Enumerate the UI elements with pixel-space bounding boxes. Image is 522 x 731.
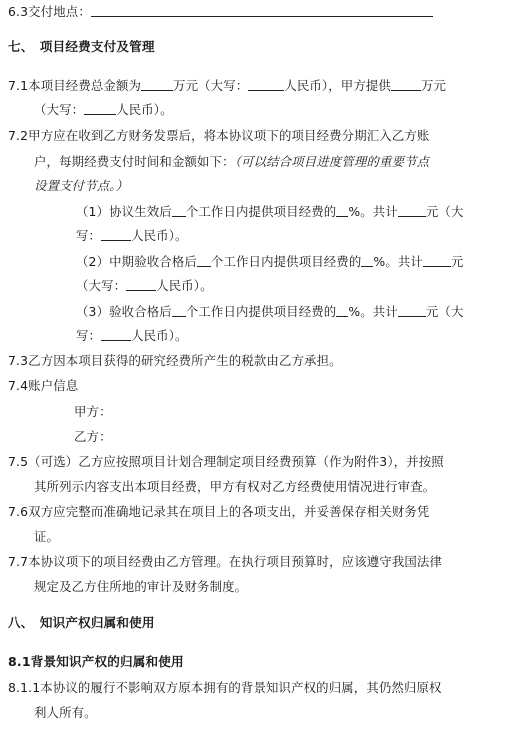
payment-1-text-b: 个工作日内提供项目经费的 <box>185 204 337 219</box>
clause-7-2-text-a: 户，每期经费支付时间和金额如下： <box>34 154 235 169</box>
clause-7-3: 7.3乙方因本项目获得的研究经费所产生的税款由乙方承担。 <box>8 353 342 368</box>
payment-3-text-e: 写： <box>76 328 102 343</box>
payment-3-text-d: 元（大 <box>425 304 464 319</box>
payment-3-text-f: 人民币）。 <box>131 328 188 343</box>
payment-2-text-b: 个工作日内提供项目经费的 <box>210 254 362 269</box>
payment-2-line-1 <box>76 254 464 270</box>
payment-1-line-1 <box>76 204 464 220</box>
clause-7-2-note: （可以结合项目进度管理的重要节点 <box>234 154 430 169</box>
account-party-a-label: 甲方： <box>74 404 112 419</box>
payment-3-percent-blank <box>336 304 348 317</box>
payment-3-line-2 <box>76 328 188 344</box>
payment-2-days-blank <box>197 254 211 267</box>
section-8-heading: 八、 知识产权归属和使用 <box>8 615 155 630</box>
clause-7-1-text-c: 人民币），甲方提供 <box>284 78 391 93</box>
clause-6-3-text: 6.3交付地点： <box>8 4 91 19</box>
clause-7-7-line-2: 规定及乙方住所地的审计及财务制度。 <box>34 579 248 594</box>
payment-2-percent-blank <box>361 254 373 267</box>
payment-2-words-blank <box>126 278 156 291</box>
clause-6-3-delivery-location <box>8 4 433 20</box>
section-7-heading: 七、 项目经费支付及管理 <box>8 39 155 54</box>
payment-1-text-a: （1）协议生效后 <box>76 204 172 219</box>
payment-1-days-blank <box>172 204 186 217</box>
party-a-amount-words-blank <box>84 102 116 115</box>
payment-2-text-e: （大写： <box>76 278 127 293</box>
payment-3-text-b: 个工作日内提供项目经费的 <box>185 304 337 319</box>
payment-2-text-c: %。共计 <box>373 254 423 269</box>
clause-8-1-heading: 8.1背景知识产权的归属和使用 <box>8 654 184 669</box>
payment-3-text-c: %。共计 <box>348 304 398 319</box>
payment-1-text-e: 写： <box>76 228 102 243</box>
clause-7-1-text-f: 人民币）。 <box>116 102 173 117</box>
total-amount-blank <box>141 78 173 91</box>
payment-3-line-1 <box>76 304 464 320</box>
payment-2-text-d: 元 <box>450 254 464 269</box>
clause-7-1-text-a: 7.1本项目经费总金额为 <box>8 78 142 93</box>
clause-8-1-1-line-1: 8.1.1本协议的履行不影响双方原本拥有的背景知识产权的归属，其仍然归原权 <box>8 680 442 695</box>
payment-1-text-f: 人民币）。 <box>131 228 188 243</box>
account-party-b-label: 乙方： <box>74 429 112 444</box>
clause-7-2-line-1: 7.2甲方应在收到乙方财务发票后，将本协议项下的项目经费分期汇入乙方账 <box>8 128 430 143</box>
clause-8-1-1-line-2: 利人所有。 <box>34 705 97 720</box>
total-amount-words-blank <box>248 78 284 91</box>
clause-7-6-line-2: 证。 <box>34 529 60 544</box>
payment-3-days-blank <box>172 304 186 317</box>
payment-3-total-blank <box>398 304 426 317</box>
party-a-amount-blank <box>391 78 421 91</box>
clause-7-4-heading: 7.4账户信息 <box>8 378 79 393</box>
payment-1-text-d: 元（大 <box>425 204 464 219</box>
payment-2-text-a: （2）中期验收合格后 <box>76 254 197 269</box>
payment-3-words-blank <box>101 328 131 341</box>
clause-7-7-line-1: 7.7本协议项下的项目经费由乙方管理。在执行项目预算时，应该遵守我国法律 <box>8 554 442 569</box>
clause-7-1-line-2 <box>34 102 173 118</box>
clause-7-2-line-2 <box>34 154 429 170</box>
clause-7-1-text-d: 万元 <box>420 78 447 93</box>
clause-7-1-text-e: （大写： <box>34 102 85 117</box>
delivery-location-blank <box>91 4 433 17</box>
payment-1-line-2 <box>76 228 188 244</box>
clause-7-1-text-b: 万元（大写： <box>173 78 249 93</box>
payment-2-line-2 <box>76 278 213 294</box>
clause-7-5-line-1: 7.5（可选）乙方应按照项目计划合理制定项目经费预算（作为附件3），并按照 <box>8 454 444 469</box>
clause-7-5-line-2: 其所列示内容支出本项目经费，甲方有权对乙方经费使用情况进行审查。 <box>34 479 436 494</box>
payment-1-words-blank <box>101 228 131 241</box>
payment-3-text-a: （3）验收合格后 <box>76 304 172 319</box>
clause-7-2-line-3: 设置支付节点。） <box>34 178 129 193</box>
clause-7-1-line-1 <box>8 78 446 94</box>
clause-7-6-line-1: 7.6双方应完整而准确地记录其在项目上的各项支出，并妥善保存相关财务凭 <box>8 504 430 519</box>
payment-2-total-blank <box>423 254 451 267</box>
payment-2-text-f: 人民币）。 <box>156 278 213 293</box>
payment-1-total-blank <box>398 204 426 217</box>
payment-1-text-c: %。共计 <box>348 204 398 219</box>
payment-1-percent-blank <box>336 204 348 217</box>
